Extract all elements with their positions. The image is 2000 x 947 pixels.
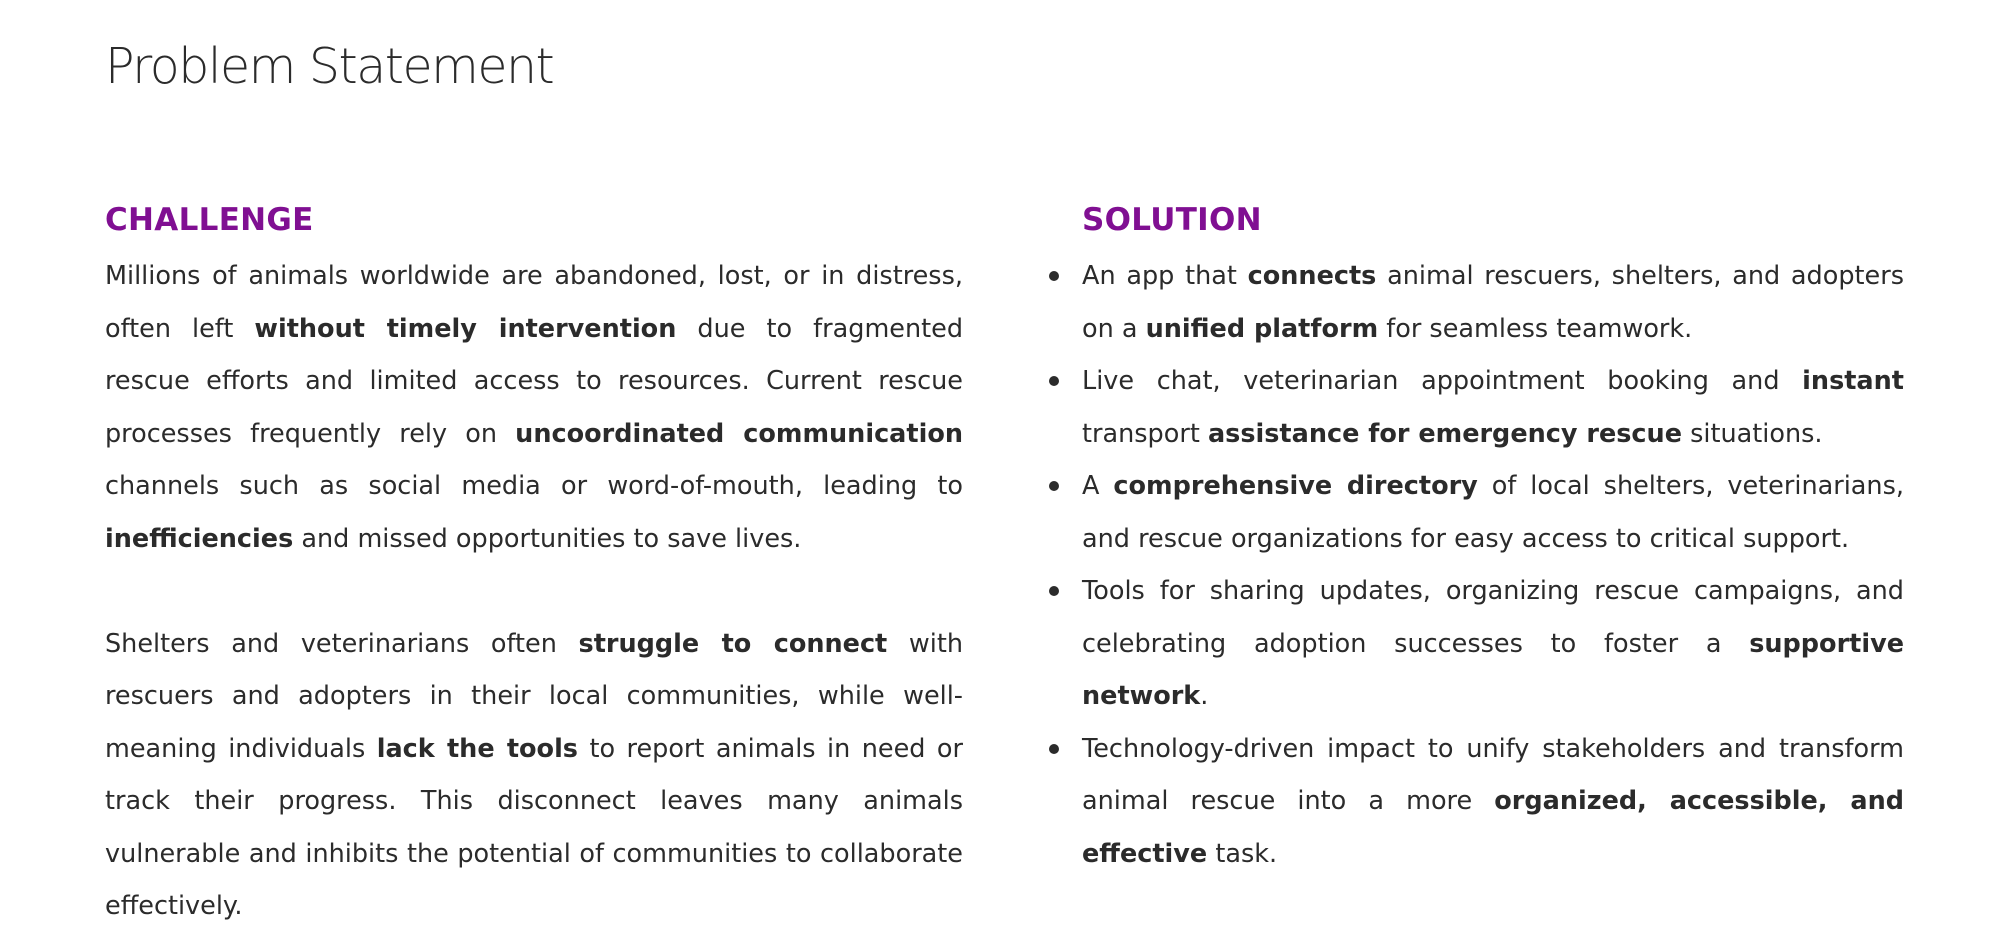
solution-list-item [1082, 250, 1904, 355]
emphasis-text: organized, accessible, and effective [1082, 786, 1904, 869]
solution-section [1082, 196, 1904, 880]
text-run: Millions of animals worldwide are abandoned, lost, or in distress, often left [105, 261, 963, 344]
emphasis-text: without timely intervention [254, 313, 677, 344]
text-run: with rescuers and adopters in their local communities, while well-meaning individuals [105, 628, 964, 764]
challenge-heading: CHALLENGE [105, 202, 314, 238]
text-run: for seamless teamwork. [1378, 313, 1693, 344]
emphasis-text: lack the tools [376, 733, 578, 764]
emphasis-text: uncoordinated communication [515, 418, 963, 449]
emphasis-text: instant [1802, 366, 1904, 396]
challenge-section [105, 196, 963, 933]
solution-list-item [1082, 460, 1904, 565]
emphasis-text: unified platform [1145, 313, 1379, 344]
text-run: to report animals in need or track their progress. This disconnect leaves many animals vulnerable and inhibits the potential of communities to collaborate effectively. [105, 733, 964, 921]
emphasis-text: assistance for emergency rescue [1207, 418, 1682, 449]
text-run: Technology-driven impact to unify stakeholders and transform animal rescue into a more [1082, 733, 1904, 816]
solution-list-item [1082, 565, 1904, 723]
text-run: . [1200, 681, 1209, 711]
challenge-paragraph-2 [105, 618, 963, 933]
text-run: animal rescuers, shelters, and adopters on a [1082, 261, 1904, 344]
emphasis-text: inefficiencies [105, 523, 294, 554]
bullet-icon [1049, 271, 1059, 281]
solution-heading: SOLUTION [1082, 202, 1262, 238]
bullet-icon [1049, 586, 1059, 596]
text-run: of local shelters, veterinarians, and rescue organizations for easy access to critical support. [1082, 471, 1904, 554]
text-run: due to fragmented rescue efforts and limited access to resources. Current rescue processes frequently rely on [105, 313, 964, 449]
text-run: channels such as social media or word-of-mouth, leading to [105, 471, 963, 501]
text-run: task. [1207, 838, 1278, 869]
bullet-icon [1049, 744, 1059, 754]
text-run: Live chat, veterinarian appointment booking and [1082, 366, 1803, 396]
solution-list-item [1082, 355, 1904, 460]
bullet-icon [1049, 481, 1059, 491]
emphasis-text: connects [1247, 261, 1377, 291]
text-run: An app that [1082, 261, 1248, 291]
bullet-icon [1049, 376, 1059, 386]
emphasis-text: struggle to connect [578, 628, 888, 659]
text-run: Shelters and veterinarians often [105, 628, 579, 659]
text-run: and missed opportunities to save lives. [293, 523, 802, 554]
text-run: Tools for sharing updates, organizing rescue campaigns, and celebrating adoption successes to foster a [1082, 576, 1904, 659]
emphasis-text: comprehensive directory [1113, 471, 1478, 501]
emphasis-text: supportive network [1082, 628, 1904, 711]
text-run: situations. [1682, 418, 1823, 449]
challenge-paragraph-1 [105, 250, 963, 565]
text-run: A [1082, 471, 1114, 501]
solution-list [1082, 250, 1904, 880]
page-title: Problem Statement [105, 38, 554, 95]
solution-list-item [1082, 723, 1904, 881]
text-run: transport [1082, 418, 1208, 449]
